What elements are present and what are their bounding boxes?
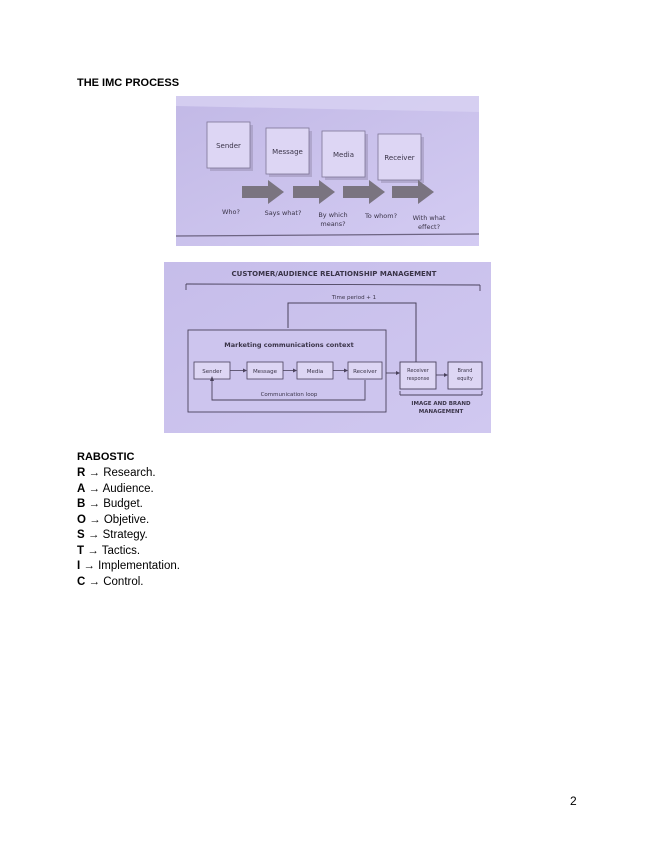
section-heading: THE IMC PROCESS [77, 77, 180, 89]
rabostic-letter: O [77, 513, 86, 526]
rabostic-text: Control. [103, 575, 144, 588]
rabostic-title: RABOSTIC [77, 451, 135, 463]
rabostic-letter: A [77, 482, 86, 495]
imc-caption: means? [320, 220, 346, 228]
imc-caption: Says what? [264, 209, 302, 217]
arrow-symbol: → [88, 575, 101, 588]
rabostic-list [77, 466, 180, 590]
arrow-symbol: → [87, 544, 99, 557]
svg-text:Receiver: Receiver [353, 369, 377, 375]
rabostic-letter: C [77, 575, 86, 588]
rabostic-text: Audience. [102, 482, 154, 495]
rabostic-item-o [77, 513, 180, 529]
diagram-top-label: CUSTOMER/AUDIENCE RELATIONSHIP MANAGEMENT [231, 270, 437, 278]
time-period-label: Time period + 1 [331, 295, 377, 301]
arrow-symbol: → [88, 498, 101, 510]
rabostic-item-r [77, 466, 180, 482]
rabostic-letter: B [77, 498, 86, 510]
rabostic-item-t [77, 544, 180, 560]
svg-text:equity: equity [457, 376, 473, 382]
rabostic-letter: S [77, 529, 85, 541]
arrow-symbol: → [87, 529, 100, 541]
rabostic-text: Strategy. [102, 529, 148, 541]
rabostic-text: Implementation. [98, 560, 180, 572]
svg-text:Message: Message [252, 369, 278, 375]
context-label: Marketing communications context [224, 341, 354, 349]
svg-text:Media: Media [332, 151, 355, 159]
rabostic-item-a [77, 482, 180, 498]
page-number: 2 [570, 794, 577, 808]
rabostic-text: Research. [103, 467, 156, 479]
relationship-management-photo [164, 262, 491, 433]
rabostic-text: Objetive. [103, 513, 150, 526]
imc-box-sender [207, 122, 253, 171]
svg-text:response: response [406, 376, 430, 382]
svg-text:Media: Media [306, 369, 324, 375]
svg-text:Sender: Sender [216, 142, 241, 150]
rabostic-text: Budget. [103, 498, 143, 510]
svg-text:Receiver: Receiver [384, 154, 415, 162]
rabostic-item-b [77, 497, 180, 513]
imc-caption: To whom? [364, 212, 398, 220]
svg-text:Brand: Brand [457, 368, 473, 374]
rabostic-letter: R [77, 467, 86, 479]
arrow-symbol: → [83, 560, 95, 572]
arrow-symbol: → [88, 482, 101, 495]
imc-box-receiver [378, 134, 424, 183]
rabostic-item-c [77, 575, 180, 591]
svg-text:Sender: Sender [202, 369, 222, 375]
imc-process-photo [176, 96, 479, 246]
imc-caption: effect? [417, 223, 441, 231]
rabostic-letter: I [77, 560, 81, 572]
imc-caption: Who? [222, 208, 240, 216]
imc-caption: With what [412, 214, 446, 222]
rabostic-letter: T [77, 544, 85, 557]
rabostic-text: Tactics. [101, 544, 141, 557]
arrow-symbol: → [88, 467, 101, 479]
loop-label: Communication loop [260, 392, 318, 398]
rabostic-item-s [77, 528, 180, 544]
arrow-symbol: → [89, 513, 101, 526]
rabostic-item-i [77, 559, 180, 575]
imc-box-media [322, 131, 368, 180]
svg-text:Message: Message [272, 148, 303, 156]
imc-caption: By which [318, 211, 348, 219]
brand-management-label: IMAGE AND BRAND [411, 401, 471, 407]
imc-box-message [266, 128, 312, 177]
svg-text:MANAGEMENT: MANAGEMENT [418, 409, 464, 415]
svg-text:Receiver: Receiver [407, 368, 429, 374]
